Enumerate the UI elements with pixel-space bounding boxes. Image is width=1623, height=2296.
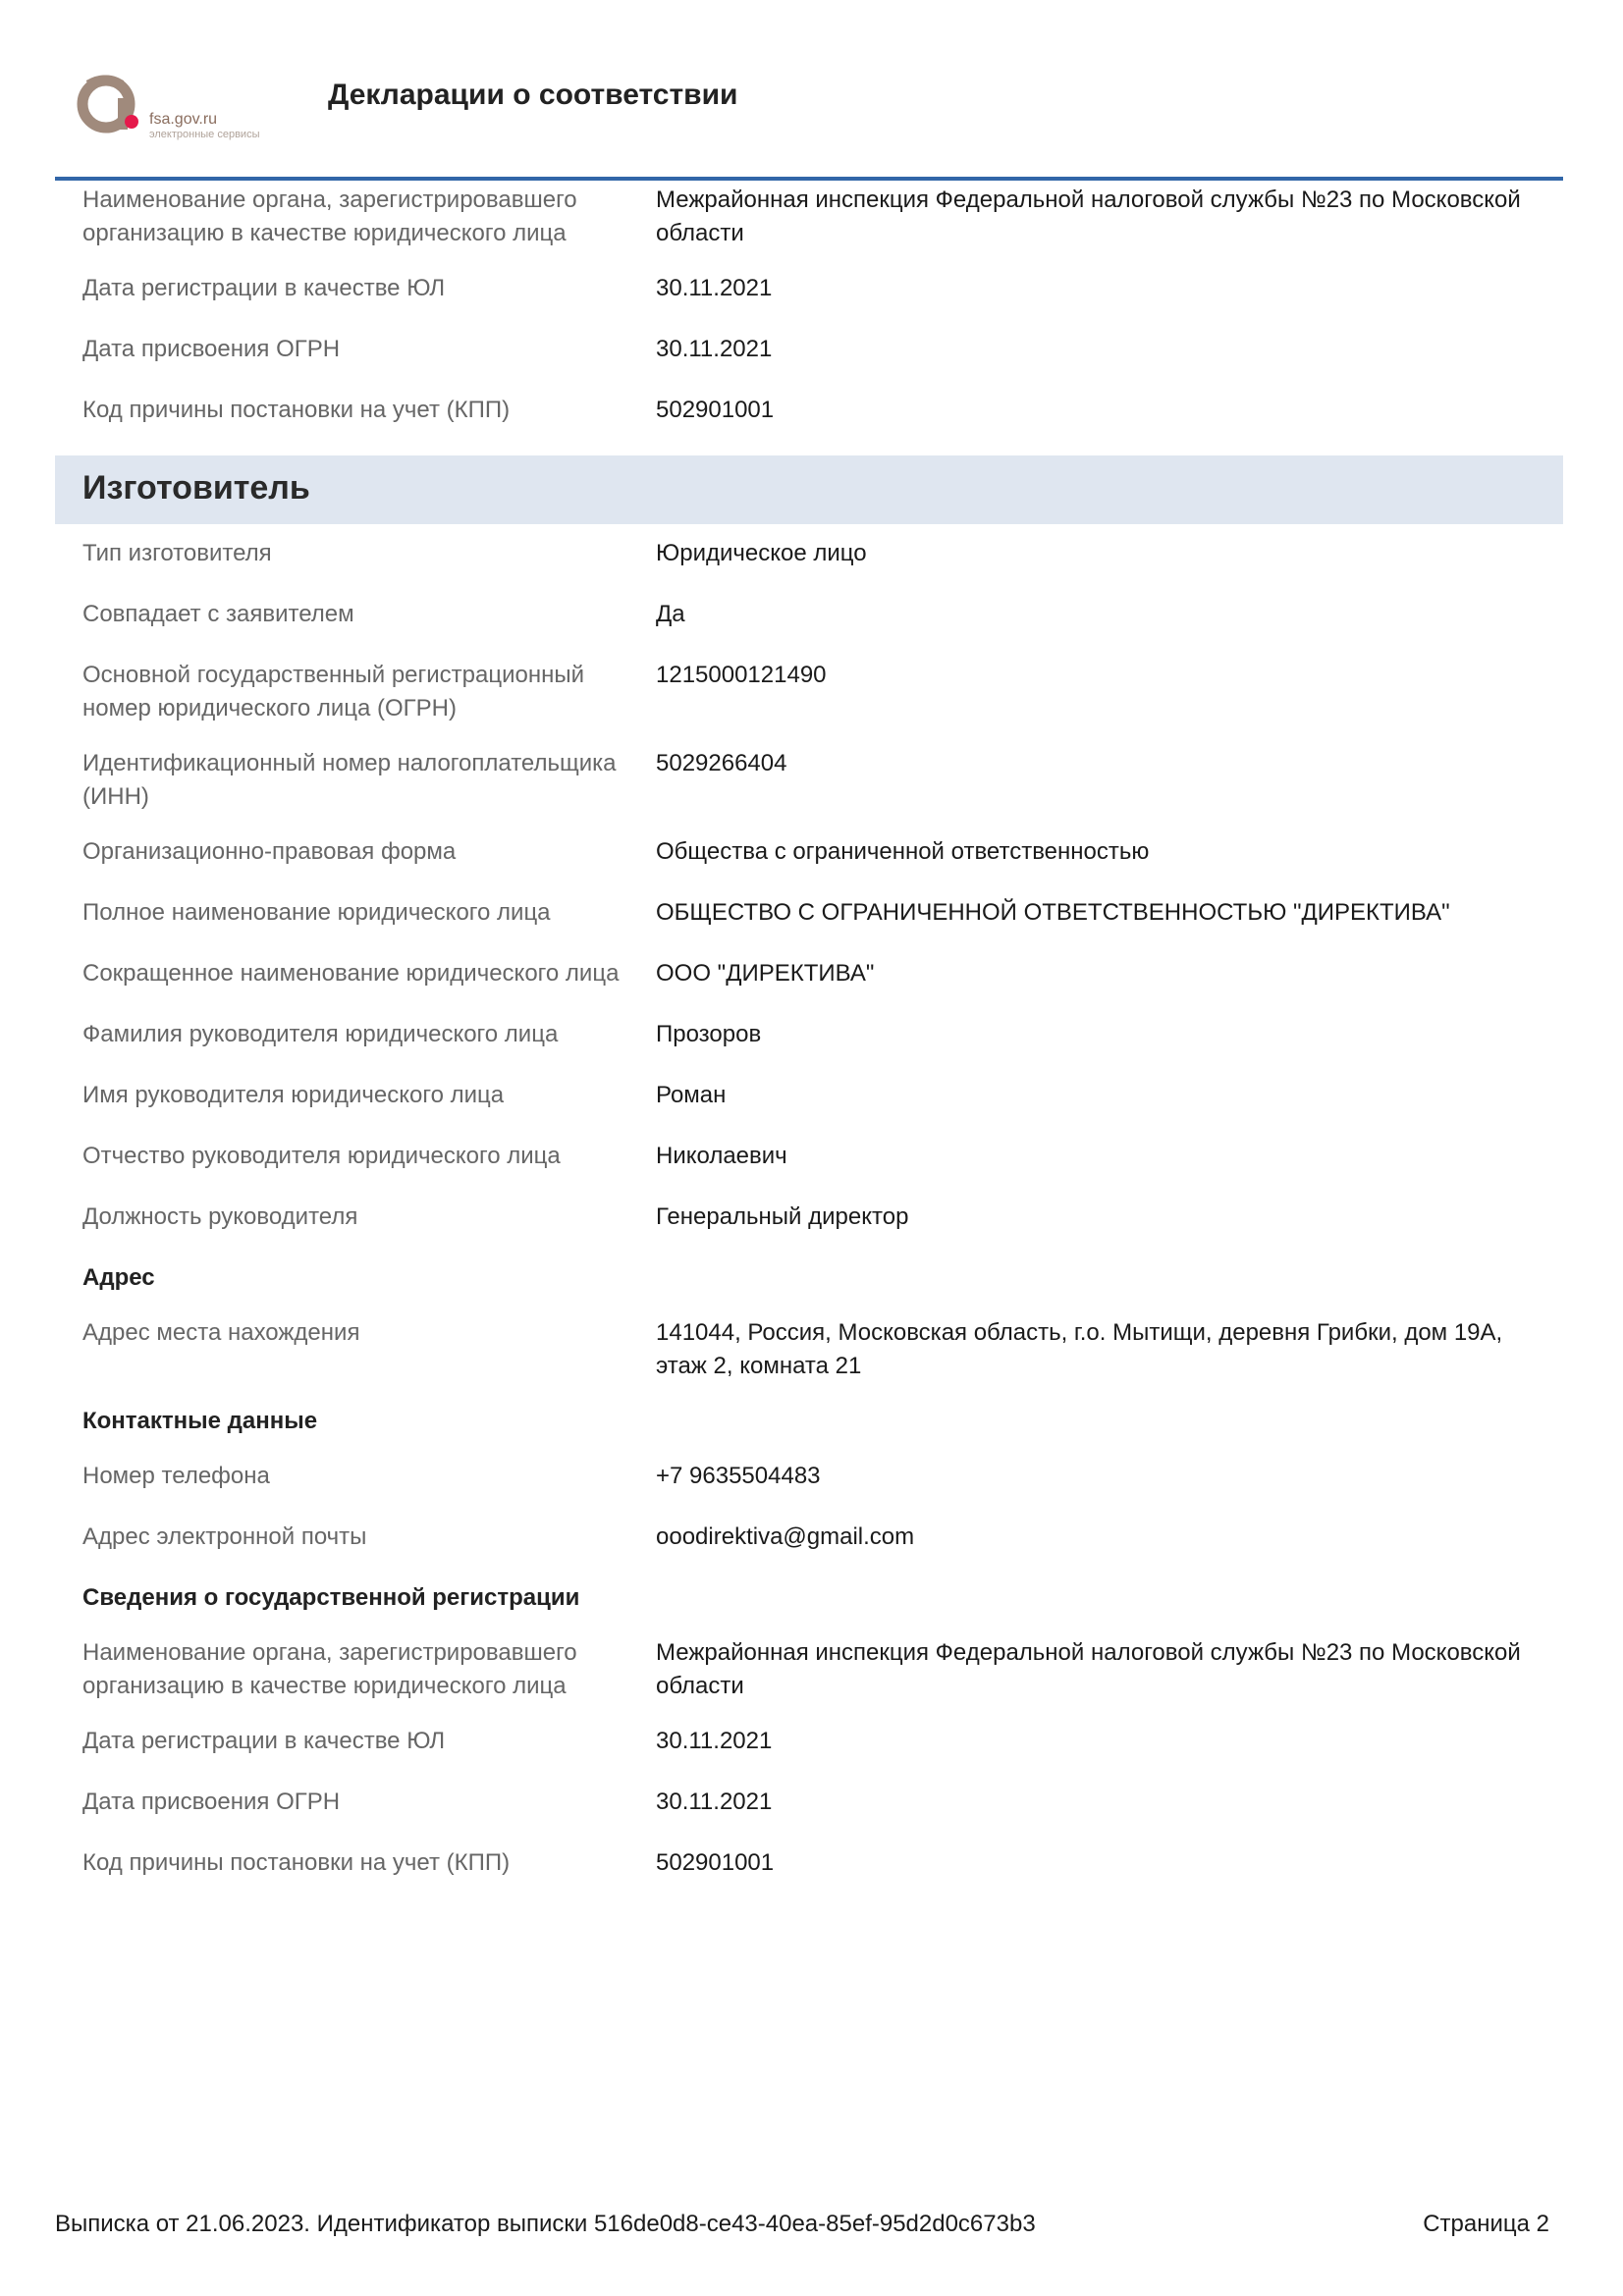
field-value: 502901001: [656, 397, 775, 423]
field-label: Наименование органа, зарегистрировавшего организацию в качестве юридического лица: [82, 187, 577, 246]
info-row: [55, 1313, 1563, 1402]
info-row: [55, 893, 1563, 954]
document-body: [55, 181, 1563, 1904]
page-header: [0, 0, 1623, 187]
field-label: Дата присвоения ОГРН: [82, 1789, 341, 1815]
field-label: Должность руководителя: [82, 1203, 358, 1230]
info-row: [55, 330, 1563, 391]
field-value: 30.11.2021: [656, 1728, 773, 1754]
field-value: Межрайонная инспекция Федеральной налоговой службы №23 по Московской области: [656, 1639, 1521, 1699]
subheading-registration: Сведения о государственной регистрации: [82, 1584, 580, 1611]
field-label: Код причины постановки на учет (КПП): [82, 397, 511, 423]
extract-info: Выписка от 21.06.2023. Идентификатор выписки 516de0d8-ce43-40ea-85ef-95d2d0c673b3: [55, 2211, 1036, 2237]
info-row: [55, 595, 1563, 656]
field-value: Общества с ограниченной ответственностью: [656, 838, 1150, 865]
field-value: Прозоров: [656, 1021, 762, 1047]
info-row: [55, 1518, 1563, 1578]
field-value: Юридическое лицо: [656, 540, 867, 566]
info-row: [55, 1457, 1563, 1518]
field-label: Дата регистрации в качестве ЮЛ: [82, 1728, 446, 1754]
page-number: Страница 2: [1423, 2211, 1549, 2237]
field-value: Межрайонная инспекция Федеральной налоговой службы №23 по Московской области: [656, 187, 1521, 246]
field-value: ОБЩЕСТВО С ОГРАНИЧЕННОЙ ОТВЕТСТВЕННОСТЬЮ "ДИРЕКТИВА": [656, 899, 1450, 926]
field-label: Фамилия руководителя юридического лица: [82, 1021, 559, 1047]
logo-domain: fsa.gov.ru: [149, 111, 218, 128]
info-row: [55, 744, 1563, 832]
field-value: 30.11.2021: [656, 275, 773, 301]
info-row: [55, 1783, 1563, 1843]
info-row: [55, 269, 1563, 330]
info-row: [55, 534, 1563, 595]
info-row: [55, 1198, 1563, 1258]
field-label: Отчество руководителя юридического лица: [82, 1143, 561, 1169]
field-label: Адрес электронной почты: [82, 1523, 367, 1550]
info-row: [55, 656, 1563, 744]
field-label: Полное наименование юридического лица: [82, 899, 551, 926]
info-row: [55, 181, 1563, 269]
info-row: [55, 391, 1563, 452]
info-row: [55, 1015, 1563, 1076]
field-value: 5029266404: [656, 750, 787, 776]
field-label: Наименование органа, зарегистрировавшего организацию в качестве юридического лица: [82, 1639, 577, 1699]
field-label: Организационно-правовая форма: [82, 838, 457, 865]
field-label: Код причины постановки на учет (КПП): [82, 1849, 511, 1876]
field-label: Тип изготовителя: [82, 540, 272, 566]
field-value: 30.11.2021: [656, 336, 773, 362]
info-row: [55, 954, 1563, 1015]
field-value: Николаевич: [656, 1143, 787, 1169]
section-header-manufacturer: [55, 455, 1563, 524]
info-row: [55, 1633, 1563, 1722]
field-value: Да: [656, 601, 685, 627]
field-label: Совпадает с заявителем: [82, 601, 354, 627]
field-label: Идентификационный номер налогоплательщика (ИНН): [82, 750, 617, 810]
field-value: 141044, Россия, Московская область, г.о. Мытищи, деревня Грибки, дом 19А, этаж 2, комната 21: [656, 1319, 1503, 1379]
field-value: ooodirektiva@gmail.com: [656, 1523, 915, 1550]
info-row: [55, 832, 1563, 893]
logo-subtitle: электронные сервисы: [149, 129, 260, 140]
field-label: Дата регистрации в качестве ЮЛ: [82, 275, 446, 301]
info-row: [55, 1843, 1563, 1904]
field-label: Основной государственный регистрационный номер юридического лица (ОГРН): [82, 662, 585, 721]
field-value: 502901001: [656, 1849, 775, 1876]
field-label: Дата присвоения ОГРН: [82, 336, 341, 362]
section-title: Изготовитель: [82, 469, 310, 507]
subheading-address: Адрес: [82, 1264, 155, 1291]
field-value: Роман: [656, 1082, 727, 1108]
field-value: Генеральный директор: [656, 1203, 909, 1230]
field-label: Номер телефона: [82, 1463, 270, 1489]
field-value: +7 9635504483: [656, 1463, 821, 1489]
field-value: 30.11.2021: [656, 1789, 773, 1815]
info-row: [55, 1722, 1563, 1783]
info-row: [55, 1137, 1563, 1198]
field-value: 1215000121490: [656, 662, 827, 688]
field-label: Сокращенное наименование юридического лица: [82, 960, 620, 987]
field-value: ООО "ДИРЕКТИВА": [656, 960, 875, 987]
page-title: Декларации о соответствии: [328, 79, 738, 111]
field-label: Имя руководителя юридического лица: [82, 1082, 505, 1108]
field-label: Адрес места нахождения: [82, 1319, 360, 1346]
subheading-contacts: Контактные данные: [82, 1408, 318, 1434]
info-row: [55, 1076, 1563, 1137]
